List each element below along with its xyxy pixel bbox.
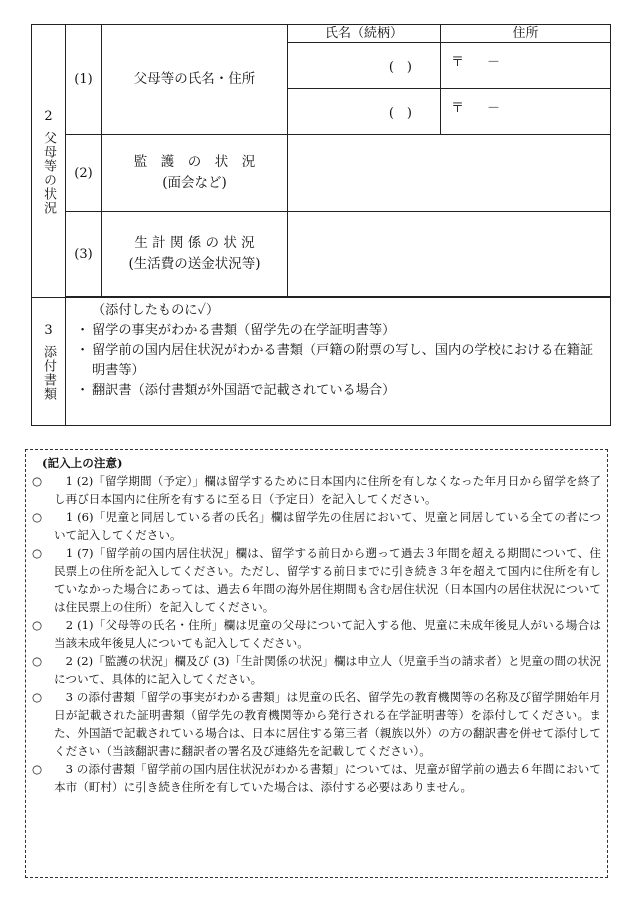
form-table [31, 24, 611, 426]
relationship-2: ( ) [388, 106, 412, 121]
notes-title: (記入上の注意) [42, 456, 123, 470]
row-2-label-line-2: (面会など) [162, 175, 227, 191]
postal-dash-1: － [487, 55, 501, 70]
note-text: 1 (7)「留学前の国内居住状況」欄は、留学する前日から遡って過去３年間を超える期間について、住民票上の住所を記入してください。ただし、留学する前日までに引き続き３年を超えて国内に住所を有していなかった場合にあっては、過去６年間の海外居住期間も含む居住状況（日本国内の居住状況については住民票上の住所）を記入してください。 [54, 546, 601, 614]
row-1-label: 父母等の氏名・住所 [102, 25, 288, 135]
section-2-heading [32, 25, 66, 298]
row-3-label-line-1: 生 計 関 係 の 状 況 [134, 235, 255, 251]
circle-icon: ○ [32, 510, 43, 524]
attachments-intro: （添付したものに✓） [92, 303, 220, 318]
note-text: 2 (1)「父母等の氏名・住所」欄は児童の父母について記入する他、児童に未成年後見人がいる場合は当該未成年後見人についても記入してください。 [54, 618, 601, 650]
attachment-text: 留学前の国内居住状況がわかる書類（戸籍の附票の写し、国内の学校における在籍証明書等） [92, 343, 594, 378]
parent-1-name-field[interactable] [288, 43, 441, 89]
parent-1-address-field[interactable] [441, 43, 611, 89]
row-2-label [102, 135, 288, 212]
bullet: ・ [76, 343, 90, 358]
postal-dash-2: － [487, 101, 501, 116]
note-item [32, 508, 601, 544]
row-3-label [102, 212, 288, 297]
attachments-cell [66, 298, 611, 426]
note-item [32, 544, 601, 616]
note-item [32, 616, 601, 652]
attachment-item[interactable] [74, 321, 604, 341]
circle-icon: ○ [32, 618, 43, 632]
header-address: 住所 [441, 25, 611, 43]
row-1-number: (1) [66, 25, 102, 135]
header-name: 氏名（続柄） [288, 25, 441, 43]
row-3-number: (3) [66, 212, 102, 297]
section-3-number: 3 [44, 323, 53, 338]
livelihood-status-field[interactable] [288, 212, 611, 297]
custody-status-field[interactable] [288, 135, 611, 212]
note-text: 3 の添付書類「留学の事実がわかる書類」は児童の氏名、留学先の教育機関等の名称及び留学開始年月日が記載された証明書類（留学先の教育機関等から発行される在学証明書等）を添付してください。また、外国語で記載されている場合は、日本に居住する第三者（親族以外）の方の翻訳書を併せて添付してください（当該翻訳書に翻訳者の署名及び連絡先を記載してください）。 [54, 690, 601, 758]
section-2-title: 父母等の状況 [41, 130, 56, 215]
circle-icon: ○ [32, 762, 43, 776]
attachment-text: 翻訳書（添付書類が外国語で記載されている場合） [92, 383, 396, 398]
parent-2-name-field[interactable] [288, 89, 441, 135]
row-2-number: (2) [66, 135, 102, 212]
row-3-label-line-2: (生活費の送金状況等) [128, 256, 261, 272]
circle-icon: ○ [32, 654, 43, 668]
section-3-heading [32, 298, 66, 426]
postal-mark-1: 〒 [451, 55, 465, 70]
postal-mark-2: 〒 [451, 101, 465, 116]
relationship-1: ( ) [388, 60, 412, 75]
circle-icon: ○ [32, 690, 43, 704]
bullet: ・ [76, 383, 90, 398]
notes-box [25, 449, 608, 878]
circle-icon: ○ [32, 546, 43, 560]
note-item [32, 472, 601, 508]
note-item [32, 688, 601, 760]
section-2-number: 2 [44, 108, 53, 124]
row-2-label-line-1: 監 護 の 状 況 [133, 154, 256, 170]
attachment-text: 留学の事実がわかる書類（留学先の在学証明書等） [92, 323, 396, 338]
note-item [32, 760, 601, 796]
note-text: 3 の添付書類「留学前の国内居住状況がわかる書類」については、児童が留学前の過去６年間において本市（町村）に引き続き住所を有していた場合は、添付する必要はありません。 [54, 762, 601, 794]
circle-icon: ○ [32, 474, 43, 488]
attachment-item[interactable] [74, 381, 604, 401]
note-text: 1 (2)「留学期間（予定）」欄は留学するために日本国内に住所を有しなくなった年月日から留学を終了し再び日本国内に住所を有するに至る日（予定日）を記入してください。 [54, 474, 601, 506]
note-item [32, 652, 601, 688]
attachment-item[interactable] [74, 341, 604, 381]
note-text: 2 (2)「監護の状況」欄及び (3)「生計関係の状況」欄は申立人（児童手当の請求者）と児童の間の状況について、具体的に記入してください。 [54, 654, 601, 686]
section-3-title: 添付書類 [41, 345, 56, 401]
bullet: ・ [76, 323, 90, 338]
parent-2-address-field[interactable] [441, 89, 611, 135]
note-text: 1 (6)「児童と同居している者の氏名」欄は留学先の住居において、児童と同居している全ての者について記入してください。 [54, 510, 601, 542]
